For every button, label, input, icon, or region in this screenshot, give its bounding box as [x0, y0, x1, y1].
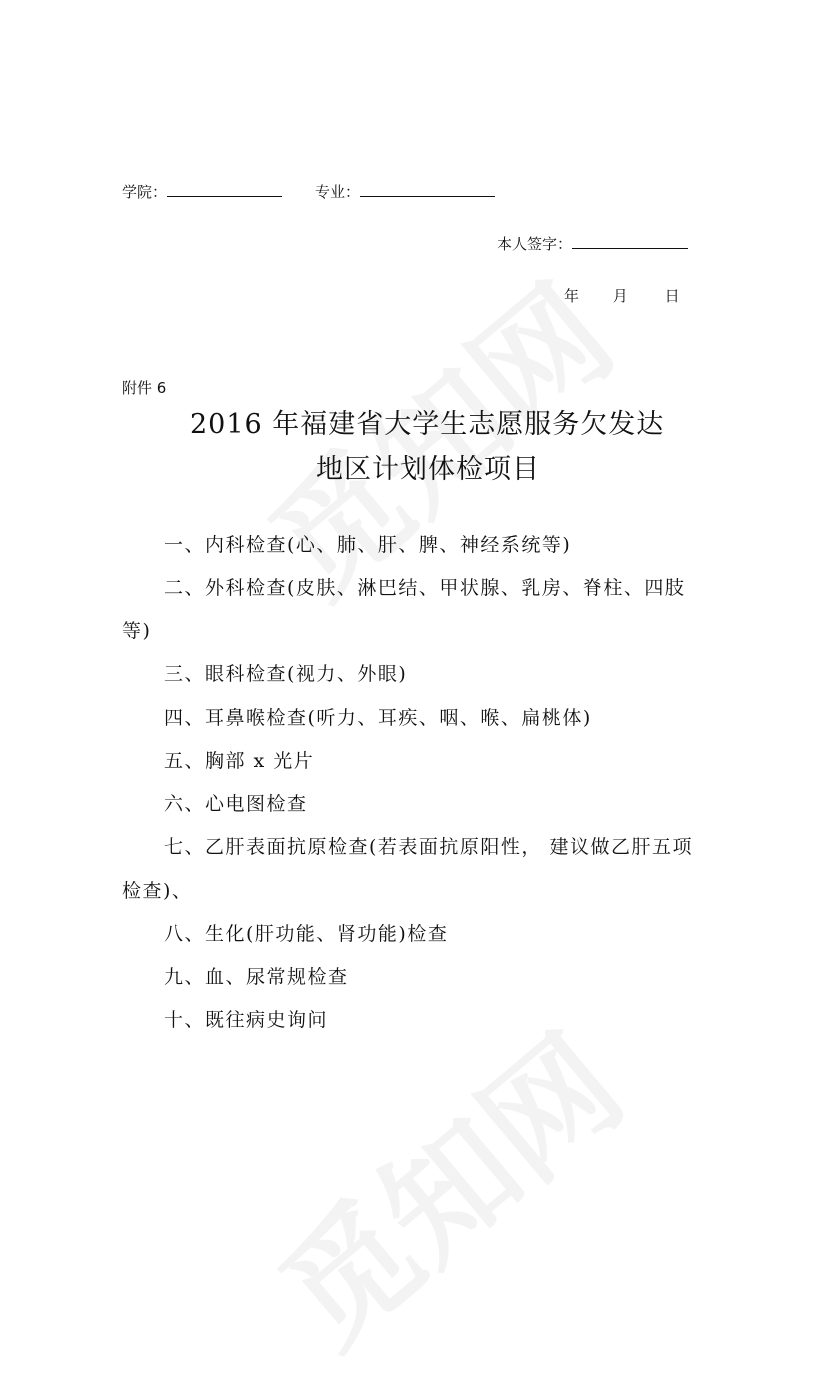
attachment-label: 附件 6	[122, 379, 167, 397]
list-item: 十、既往病史询问	[164, 1009, 329, 1031]
page-title-line-1: 2016 年福建省大学生志愿服务欠发达	[190, 409, 665, 440]
college-field	[122, 181, 282, 202]
day-label: 日	[664, 287, 680, 305]
list-item: 四、耳鼻喉检查(听力、耳疾、咽、喉、扁桃体)	[164, 707, 592, 729]
watermark	[236, 987, 655, 1380]
list-item: 七、乙肝表面抗原检查(若表面抗原阳性， 建议做乙肝五项	[164, 836, 693, 858]
list-item: 八、生化(肝功能、肾功能)检查	[164, 923, 449, 945]
list-item: 九、血、尿常规检查	[164, 966, 349, 988]
list-item: 一、内科检查(心、肺、肝、脾、神经系统等)	[164, 534, 572, 556]
list-item: 五、胸部 x 光片	[164, 750, 315, 772]
college-label: 学院：	[122, 183, 168, 201]
major-label: 专业：	[315, 183, 361, 201]
list-item: 三、眼科检查(视力、外眼)	[164, 663, 408, 685]
list-item: 二、外科检查(皮肤、淋巴结、甲状腺、乳房、脊柱、四肢	[164, 577, 686, 599]
year-label: 年	[564, 287, 580, 305]
date-line	[564, 285, 680, 306]
month-label: 月	[612, 287, 628, 305]
list-item: 检查)、	[122, 880, 193, 902]
list-item: 等)	[122, 620, 152, 642]
college-blank[interactable]	[167, 182, 282, 197]
signature-field	[497, 233, 688, 254]
major-blank[interactable]	[360, 182, 495, 197]
major-field	[315, 181, 495, 202]
page-title-line-2: 地区计划体检项目	[316, 454, 540, 485]
list-item: 六、心电图检查	[164, 793, 308, 815]
signature-label: 本人签字：	[497, 235, 573, 253]
signature-blank[interactable]	[572, 234, 688, 249]
